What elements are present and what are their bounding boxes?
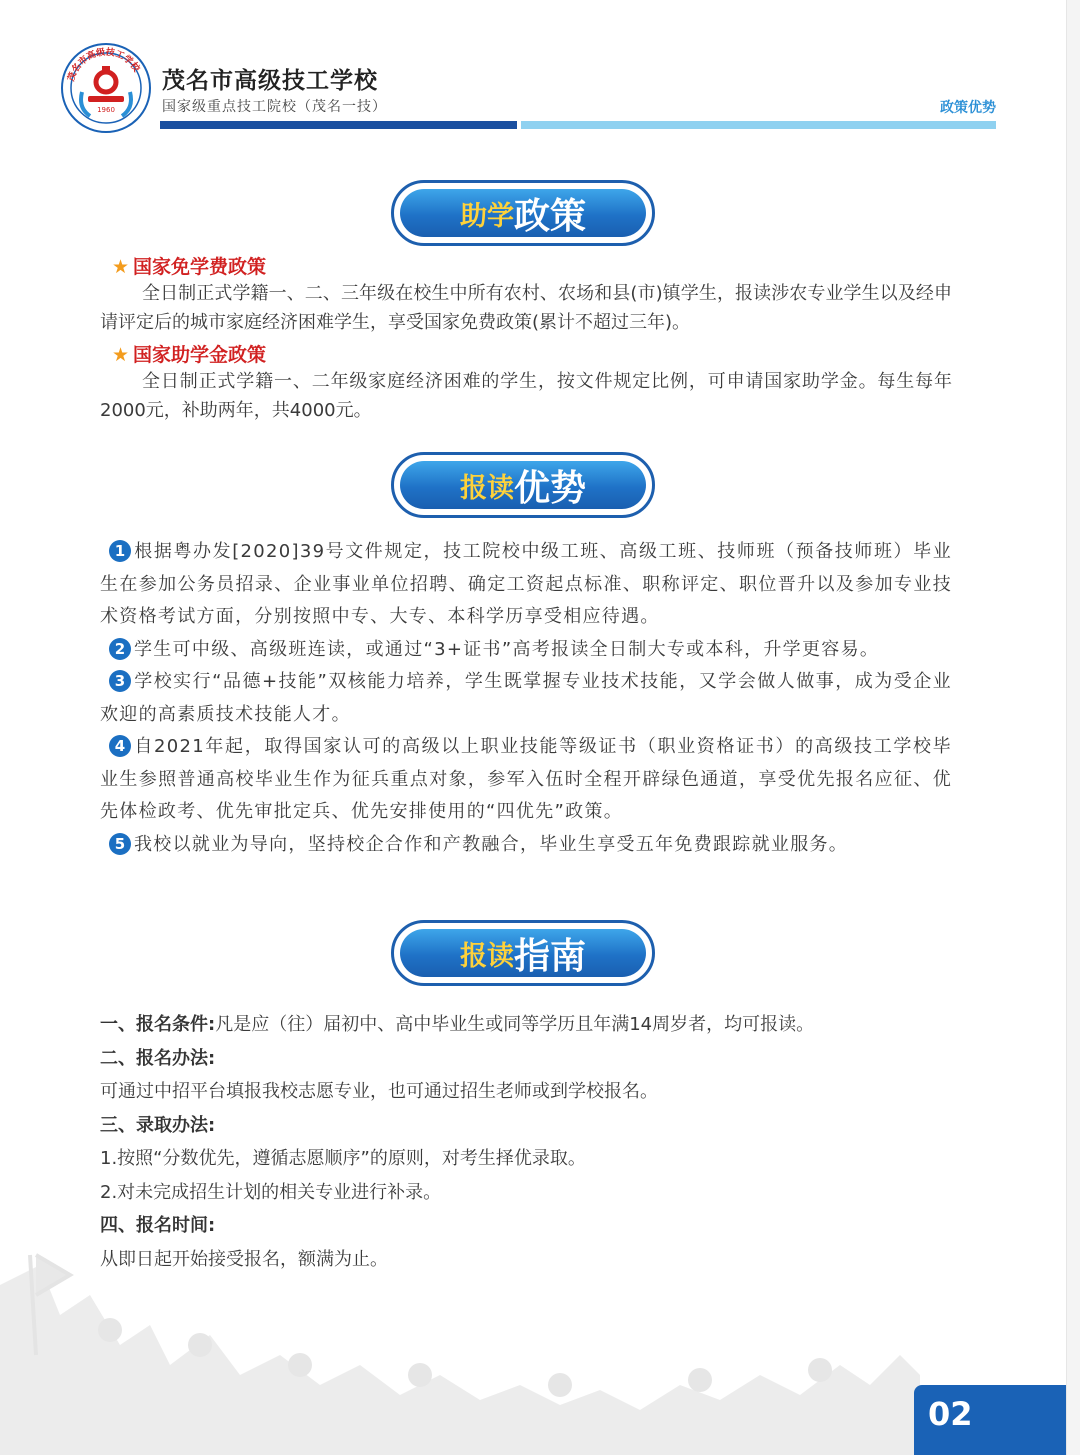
section-title-guide-part-b: 指南 — [513, 935, 586, 977]
header-section-tag: 政策优势 — [940, 100, 996, 116]
guide-heading: 一、报名条件: — [100, 1014, 216, 1035]
advantage-item — [100, 666, 952, 731]
advantage-item — [100, 731, 952, 829]
policy-text-grant: 全日制正式学籍一、二年级家庭经济困难的学生，按文件规定比例，可申请国家助学金。每生每年2000元，补助两年，共4000元。 — [100, 371, 952, 421]
header-bar-light — [521, 121, 996, 129]
section-title-advantage-part-a: 报读 — [459, 472, 514, 504]
guide-text: 凡是应（往）届初中、高中毕业生或同等学历且年满14周岁者，均可报读。 — [215, 1014, 815, 1035]
section-title-advantage — [391, 452, 655, 518]
section-title-guide-part-a: 报读 — [459, 940, 514, 972]
number-badge-icon: 2 — [109, 638, 131, 660]
policy-head-grant — [112, 340, 266, 367]
policy-head-tuition-free — [112, 252, 266, 279]
advantage-item — [100, 536, 952, 634]
advantage-list — [100, 536, 952, 861]
page-number: 02 — [928, 1395, 973, 1433]
guide-text: 从即日起开始接受报名，额满为止。 — [100, 1248, 388, 1270]
guide-heading: 三、录取办法: — [100, 1114, 216, 1136]
logo-ring-text: 茂名市高级技工学校 — [66, 47, 142, 83]
guide-line-method-head — [100, 1042, 960, 1076]
school-subtitle: 国家级重点技工院校（茂名一技） — [162, 99, 387, 115]
advantage-text: 自2021年起，取得国家认可的高级以上职业技能等级证书（职业资格证书）的高级技工学校毕业生参照普通高校毕业生作为征兵重点对象，参军入伍时全程开辟绿色通道，享受优先报名应征、优先体检政考、优先审批定兵、优先安排使用的“四优先”政策。 — [100, 736, 952, 822]
guide-line-admission-head — [100, 1109, 960, 1143]
logo-year: 1960 — [97, 106, 115, 114]
guide-line-method — [100, 1075, 960, 1109]
guide-line-admission-1 — [100, 1142, 960, 1176]
page-number-badge — [914, 1385, 1066, 1455]
policy-head-label: 国家助学金政策 — [133, 344, 267, 366]
header-bar-dark — [160, 121, 517, 129]
advantage-text: 根据粤办发[2020]39号文件规定，技工院校中级工班、高级工班、技师班（预备技师班）毕业生在参加公务员招录、企业事业单位招聘、确定工资起点标准、职称评定、职位晋升以及参加专业技术资格考试方面，分别按照中专、大专、本科学历享受相应待遇。 — [100, 541, 952, 627]
guide-text: 1.按照“分数优先，遵循志愿顺序”的原则，对考生择优录取。 — [100, 1148, 586, 1169]
section-title-aid-policy — [391, 180, 655, 246]
policy-head-label: 国家免学费政策 — [133, 256, 267, 278]
section-title-aid-part-b: 政策 — [513, 195, 586, 237]
advantage-item — [100, 829, 952, 862]
guide-line-conditions — [100, 1008, 960, 1042]
school-name: 茂名市高级技工学校 — [162, 68, 378, 94]
number-badge-icon: 5 — [109, 833, 131, 855]
guide-line-admission-2 — [100, 1176, 960, 1210]
advantage-text: 学生可中级、高级班连读，或通过“3+证书”高考报读全日制大专或本科，升学更容易。 — [134, 638, 880, 660]
advantage-item — [100, 634, 952, 667]
number-badge-icon: 1 — [109, 540, 131, 562]
section-title-aid-part-a: 助学 — [459, 200, 514, 232]
section-title-guide — [391, 920, 655, 986]
star-icon: ★ — [112, 256, 130, 278]
school-emblem-icon — [60, 42, 152, 134]
number-badge-icon: 3 — [109, 670, 131, 692]
advantage-text: 我校以就业为导向，坚持校企合作和产教融合，毕业生享受五年免费跟踪就业服务。 — [134, 833, 849, 855]
guide-text: 2.对未完成招生计划的相关专业进行补录。 — [100, 1181, 442, 1203]
star-icon: ★ — [112, 344, 130, 366]
guide-text: 可通过中招平台填报我校志愿专业，也可通过招生老师或到学校报名。 — [100, 1081, 658, 1102]
advantage-text: 学校实行“品德+技能”双核能力培养，学生既掌握专业技术技能，又学会做人做事，成为受企业欢迎的高素质技术技能人才。 — [100, 671, 952, 725]
policy-text-tuition-free: 全日制正式学籍一、二、三年级在校生中所有农村、农场和县(市)镇学生，报读涉农专业学生以及经申请评定后的城市家庭经济困难学生，享受国家免费政策(累计不超过三年)。 — [100, 283, 952, 333]
guide-heading: 四、报名时间: — [100, 1215, 216, 1236]
guide-heading: 二、报名办法: — [100, 1047, 216, 1069]
number-badge-icon: 4 — [109, 735, 131, 757]
section-title-advantage-part-b: 优势 — [513, 467, 586, 509]
